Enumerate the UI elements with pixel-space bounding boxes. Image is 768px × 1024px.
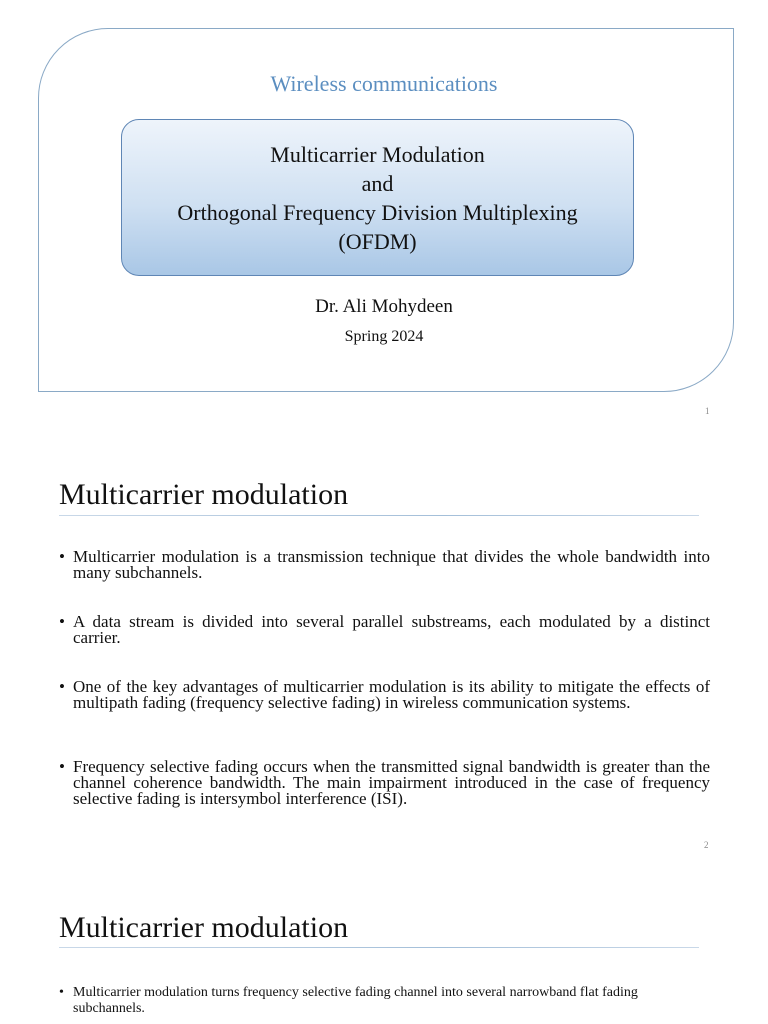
page-number: 1 <box>705 406 710 416</box>
heading-divider <box>59 515 699 516</box>
author-name: Dr. Ali Mohydeen <box>315 296 453 317</box>
title-slide <box>0 0 768 430</box>
bullet-item <box>59 614 710 646</box>
slide-heading: Multicarrier modulation <box>59 911 349 944</box>
bullet-icon: • <box>59 985 64 1000</box>
slide-heading: Multicarrier modulation <box>59 478 349 511</box>
topic-box <box>121 119 634 276</box>
bullet-text: Multicarrier modulation is a transmission technique that divides the whole bandwidth into many subchannels. <box>73 547 710 582</box>
heading-divider <box>59 947 699 948</box>
topic-line: Orthogonal Frequency Division Multiplexing <box>177 199 578 225</box>
bullet-icon: • <box>59 612 65 631</box>
term-label: Spring 2024 <box>344 328 424 345</box>
bullet-text: Frequency selective fading occurs when the transmitted signal bandwidth is greater than the channel coherence bandwidth. The main impairment introduced in the case of frequency selective fading is intersymbol interference (ISI). <box>73 757 710 808</box>
course-title: Wireless communications <box>270 71 498 96</box>
topic-line: Multicarrier Modulation <box>270 141 485 167</box>
bullet-icon: • <box>59 677 65 696</box>
page-number: 2 <box>704 840 709 850</box>
bullet-item <box>59 985 710 1017</box>
bullet-text: One of the key advantages of multicarrier modulation is its ability to mitigate the effects of multipath fading (frequency selective fading) in wireless communication systems. <box>73 677 710 712</box>
bullet-item <box>59 679 710 711</box>
bullet-text: A data stream is divided into several parallel substreams, each modulated by a distinct carrier. <box>73 612 710 647</box>
topic-line: and <box>361 170 394 196</box>
bullet-text: Multicarrier modulation turns frequency selective fading channel into several narrowband flat fading subchannels. <box>73 985 638 1016</box>
topic-line: (OFDM) <box>338 228 417 254</box>
bullet-icon: • <box>59 547 65 566</box>
bullet-icon: • <box>59 757 65 776</box>
bullet-item <box>59 549 710 581</box>
bullet-item <box>59 759 710 807</box>
